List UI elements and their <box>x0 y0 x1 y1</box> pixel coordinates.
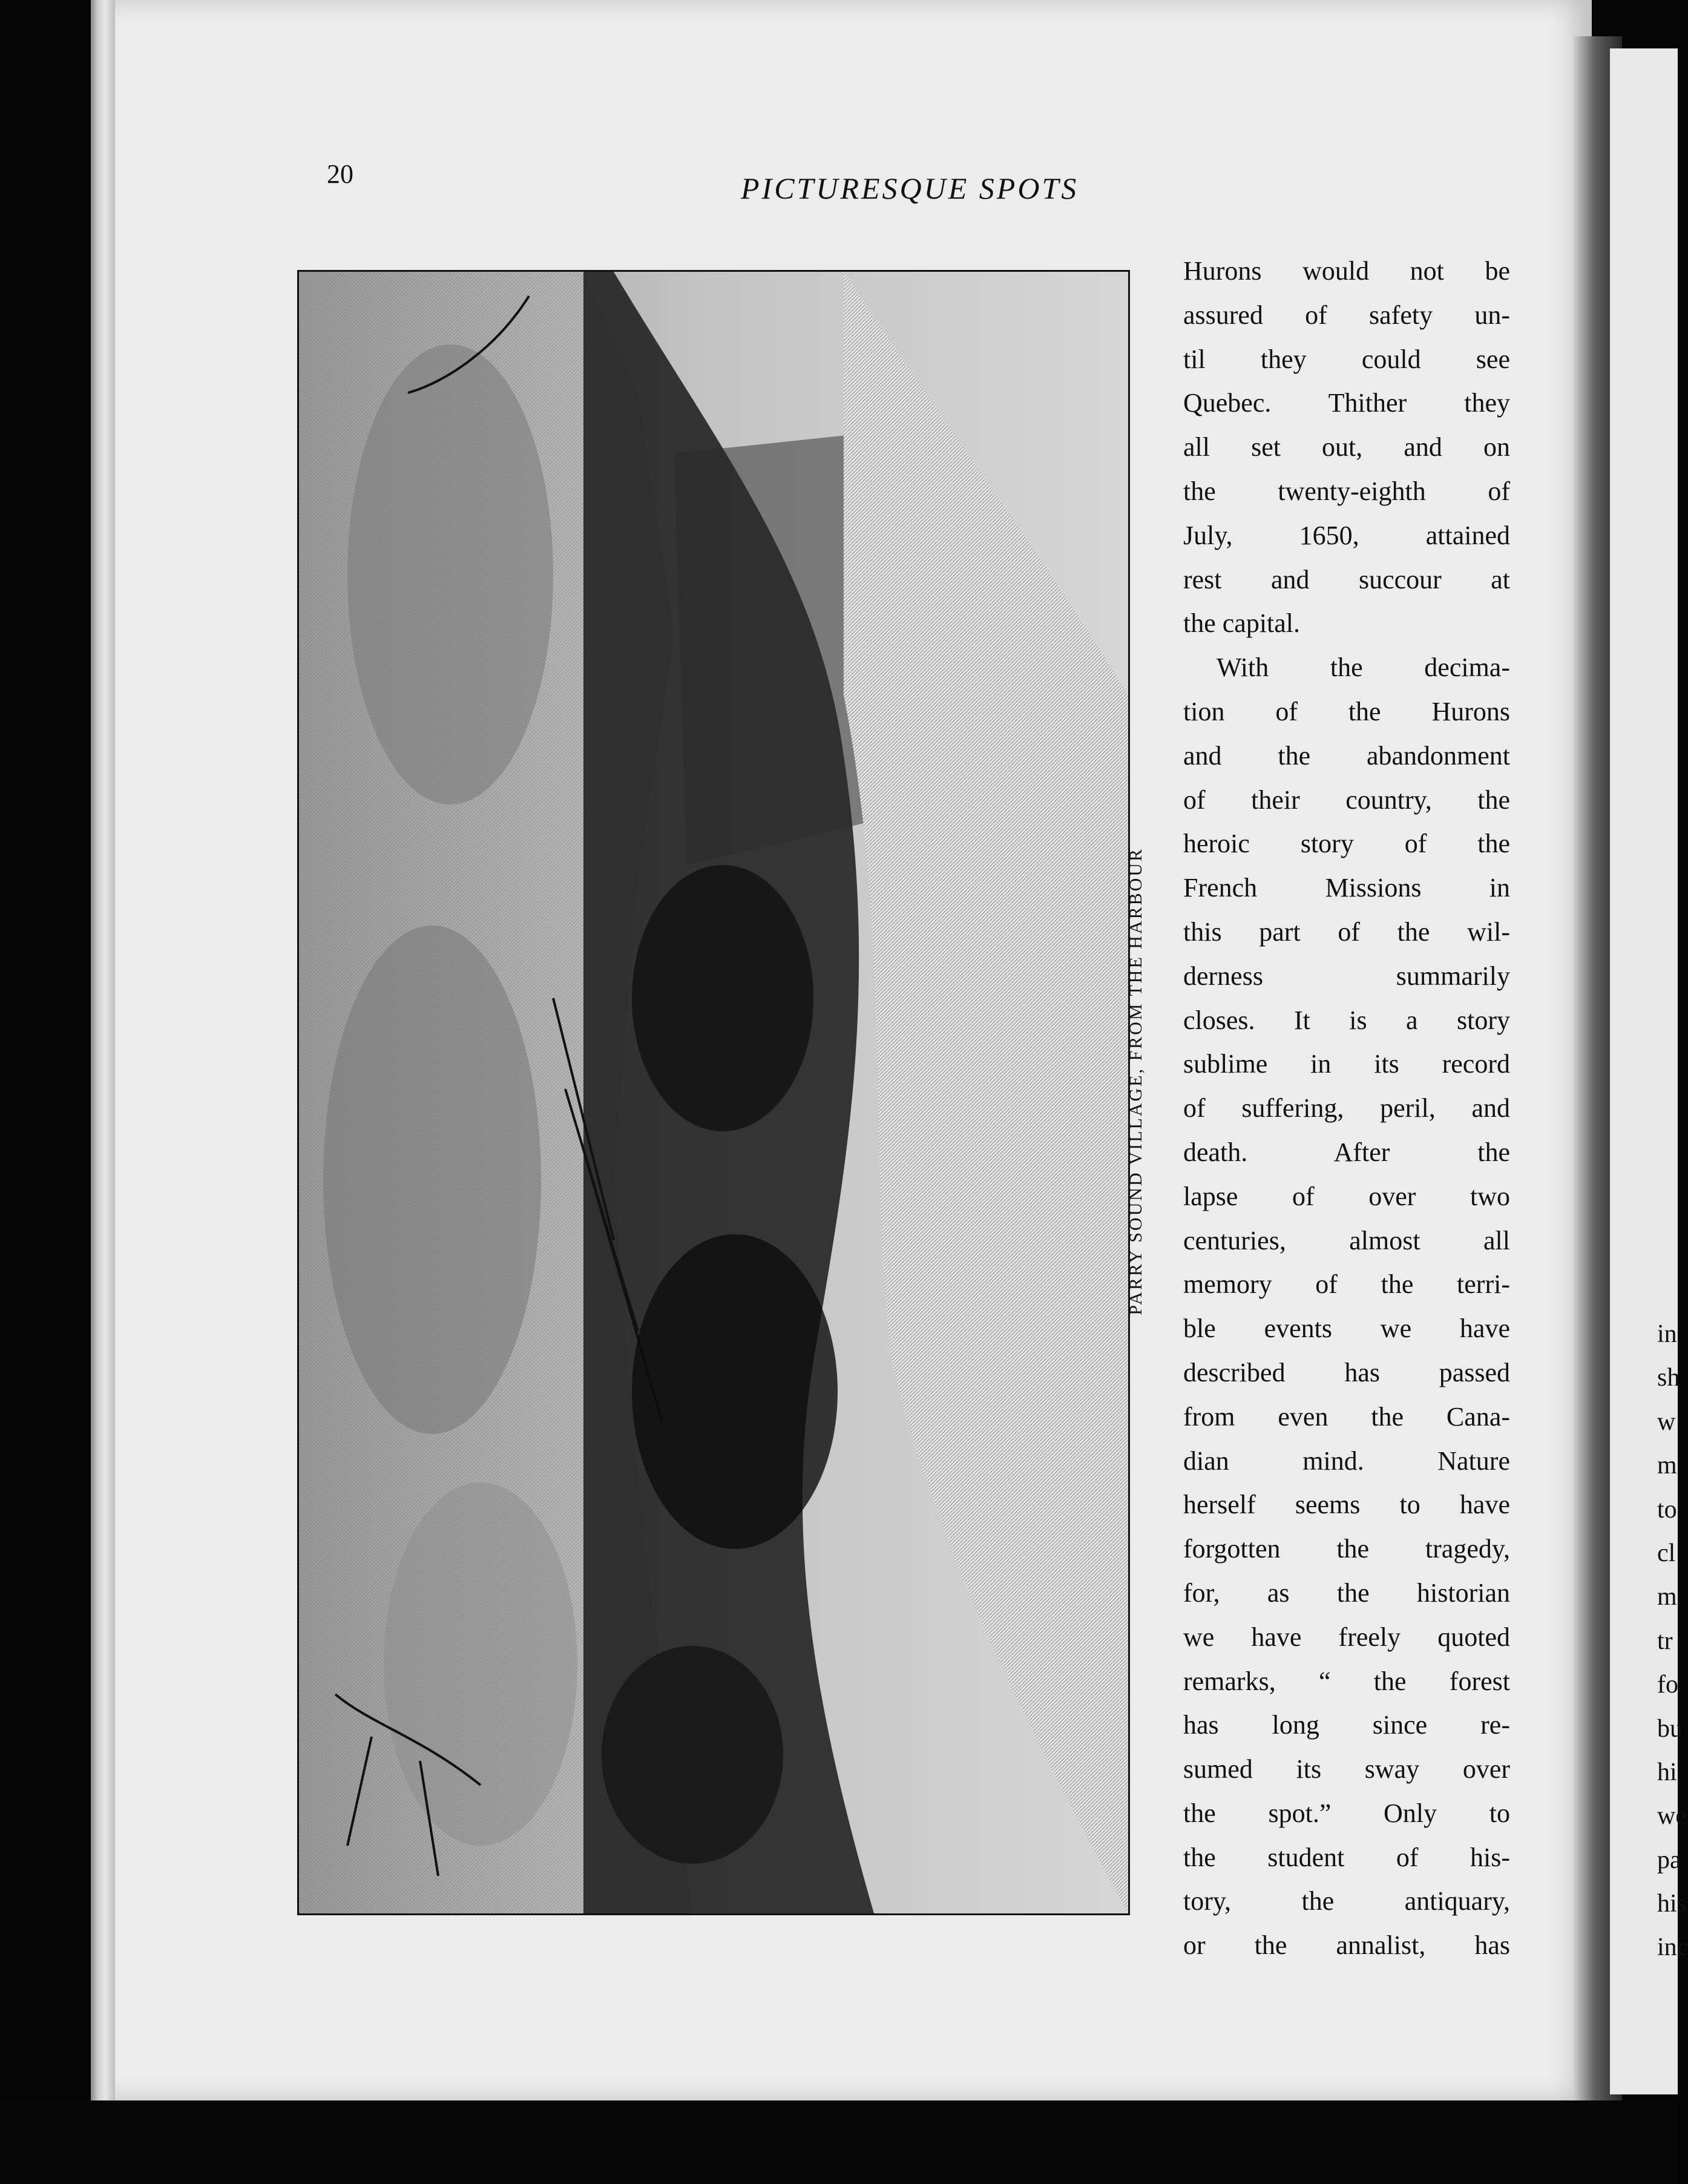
illustration-caption: PARRY SOUND VILLAGE, FROM THE HARBOUR <box>1126 847 1146 1315</box>
text-line: for, as the historian <box>1183 1577 1510 1608</box>
fragment-line: bu <box>1657 1714 1683 1743</box>
fragment-line: cl <box>1657 1539 1676 1567</box>
text-line: derness summarily <box>1183 961 1510 991</box>
text-line: the capital. <box>1183 608 1301 639</box>
text-line: forgotten the tragedy, <box>1183 1534 1510 1564</box>
text-line: French Missions in <box>1183 873 1510 903</box>
fragment-line: hi <box>1657 1758 1677 1786</box>
engraving-harbour-scene-icon <box>299 272 1128 1913</box>
text-line: ble events we have <box>1183 1314 1510 1344</box>
body-text-column <box>1183 249 1510 1968</box>
text-line: we have freely quoted <box>1183 1622 1510 1652</box>
text-line: lapse of over two <box>1183 1181 1510 1211</box>
text-line: tory, the antiquary, <box>1183 1886 1510 1916</box>
text-line: all set out, and on <box>1183 432 1510 462</box>
text-line: or the annalist, has <box>1183 1930 1510 1961</box>
text-line: closes. It is a story <box>1183 1005 1510 1035</box>
harbour-illustration <box>297 270 1130 1915</box>
text-line: centuries, almost all <box>1183 1225 1510 1255</box>
text-line: has long since re- <box>1183 1710 1510 1740</box>
fragment-line: his <box>1657 1890 1687 1918</box>
scan-background <box>0 2100 1678 2184</box>
fragment-line: pa <box>1657 1846 1681 1874</box>
text-line: from even the Cana- <box>1183 1401 1510 1432</box>
facing-page-text-fragments <box>1657 1312 1688 1970</box>
fragment-line: inc <box>1657 1933 1688 1962</box>
text-line: memory of the terri- <box>1183 1269 1510 1300</box>
fragment-line: in <box>1657 1320 1677 1348</box>
text-line: the twenty-eighth of <box>1183 476 1510 506</box>
text-line: sublime in its record <box>1183 1049 1510 1079</box>
fragment-line: w <box>1657 1407 1676 1436</box>
text-line: rest and succour at <box>1183 564 1510 594</box>
text-line: assured of safety un- <box>1183 300 1510 330</box>
text-line: of their country, the <box>1183 784 1510 815</box>
running-head: PICTURESQUE SPOTS <box>741 171 1079 205</box>
fragment-line: sh <box>1657 1364 1680 1392</box>
text-line: death. After the <box>1183 1137 1510 1167</box>
text-line: the student of his- <box>1183 1842 1510 1872</box>
text-line: described has passed <box>1183 1357 1510 1387</box>
text-line: dian mind. Nature <box>1183 1446 1510 1476</box>
text-line: Hurons would not be <box>1183 256 1510 286</box>
text-line: til they could see <box>1183 344 1510 374</box>
fragment-line: m <box>1657 1452 1677 1480</box>
text-line: sumed its sway over <box>1183 1754 1510 1784</box>
fragment-line: tr <box>1657 1626 1673 1655</box>
text-line: Quebec. Thither they <box>1183 388 1510 418</box>
page-edge-stack <box>91 0 115 2100</box>
fragment-line: we <box>1657 1802 1687 1830</box>
page-number: 20 <box>327 159 353 189</box>
text-line: remarks, “ the forest <box>1183 1666 1510 1696</box>
fragment-line: m <box>1657 1583 1677 1611</box>
text-line: With the decima- <box>1217 653 1510 683</box>
text-line: heroic story of the <box>1183 829 1510 859</box>
fragment-line: to <box>1657 1495 1677 1524</box>
text-line: July, 1650, attained <box>1183 520 1510 550</box>
text-line: of suffering, peril, and <box>1183 1093 1510 1123</box>
fragment-line: fo <box>1657 1671 1678 1699</box>
text-line: the spot.” Only to <box>1183 1798 1510 1828</box>
text-line: tion of the Hurons <box>1183 696 1510 726</box>
text-line: and the abandonment <box>1183 740 1510 771</box>
text-line: this part of the wil- <box>1183 916 1510 947</box>
text-line: herself seems to have <box>1183 1490 1510 1520</box>
